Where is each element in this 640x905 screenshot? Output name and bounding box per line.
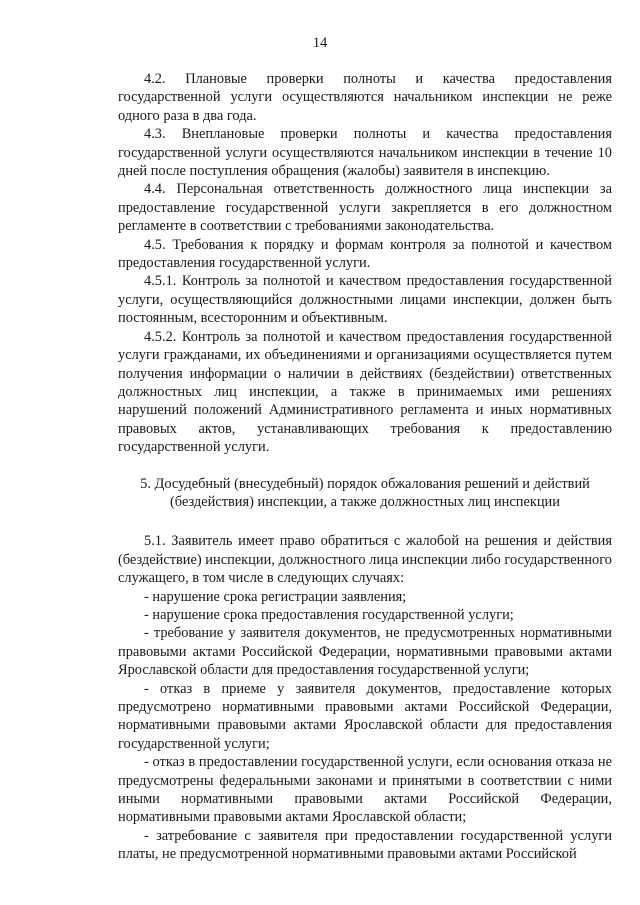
document-body	[118, 70, 612, 864]
list-item-extra-documents: - требование у заявителя документов, не предусмотренных нормативными правовыми актами Российской Федерации, нормативными правовыми актами Ярославской области для предоставления государственной услуги;	[118, 625, 612, 679]
list-item-registration-deadline: - нарушение срока регистрации заявления;	[144, 588, 407, 605]
paragraph-5-1: 5.1. Заявитель имеет право обратиться с жалобой на решения и действия (бездействие) инспекции, должностного лица инспекции либо государственного служащего, в том числе в следующих случаях:	[118, 533, 612, 587]
paragraph-4-5-2: 4.5.2. Контроль за полнотой и качеством предоставления государственной услуги гражданами, их объединениями и организациями осуществляется путем получения информации о наличии в действиях (бездействии) ответственных должностных лиц инспекции, а также в принимаемых ими решениях нарушений положений Административного регламента и иных нормативных правовых актов, устанавливающих требования к предоставлению государственной услуги.	[118, 328, 612, 456]
paragraph-4-5-1: 4.5.1. Контроль за полнотой и качеством предоставления государственной услуги, осуществляющийся должностными лицами инспекции, должен быть постоянным, всесторонним и объективным.	[118, 273, 612, 327]
list-item-unlawful-fee: - затребование с заявителя при предоставлении государственной услуги платы, не предусмотренной нормативными правовыми актами Российской	[118, 827, 612, 863]
list-item-service-deadline: - нарушение срока предоставления государственной услуги;	[144, 606, 514, 623]
paragraph-4-4: 4.4. Персональная ответственность должностного лица инспекции за предоставление государственной услуги закрепляется в его должностном регламенте в соответствии с требованиями законодательства.	[118, 181, 612, 235]
paragraph-4-2: 4.2. Плановые проверки полноты и качества предоставления государственной услуги осуществляются начальником инспекции не реже одного раза в два года.	[118, 71, 612, 124]
paragraph-4-5: 4.5. Требования к порядку и формам контроля за полнотой и качеством предоставления государственной услуги.	[118, 236, 612, 272]
section-5-heading: 5. Досудебный (внесудебный) порядок обжалования решений и действий (бездействия) инспекции, а также должностных лиц инспекции	[140, 475, 590, 510]
page-number: 14	[312, 35, 328, 51]
paragraph-4-3: 4.3. Внеплановые проверки полноты и качества предоставления государственной услуги осуществляются начальником инспекции в течение 10 дней после поступления обращения (жалобы) заявителя в инспекцию.	[118, 126, 612, 180]
list-item-refusal-acceptance: - отказ в приеме у заявителя документов, предоставление которых предусмотрено нормативными правовыми актами Российской Федерации, нормативными правовыми актами Ярославской области для предоставления государственной услуги;	[118, 680, 612, 752]
list-item-refusal-service: - отказ в предоставлении государственной услуги, если основания отказа не предусмотрены федеральными законами и принятыми в соответствии с ними иными нормативными правовыми актами Российской Федерации, нормативными правовыми актами Ярославской области;	[118, 754, 612, 826]
